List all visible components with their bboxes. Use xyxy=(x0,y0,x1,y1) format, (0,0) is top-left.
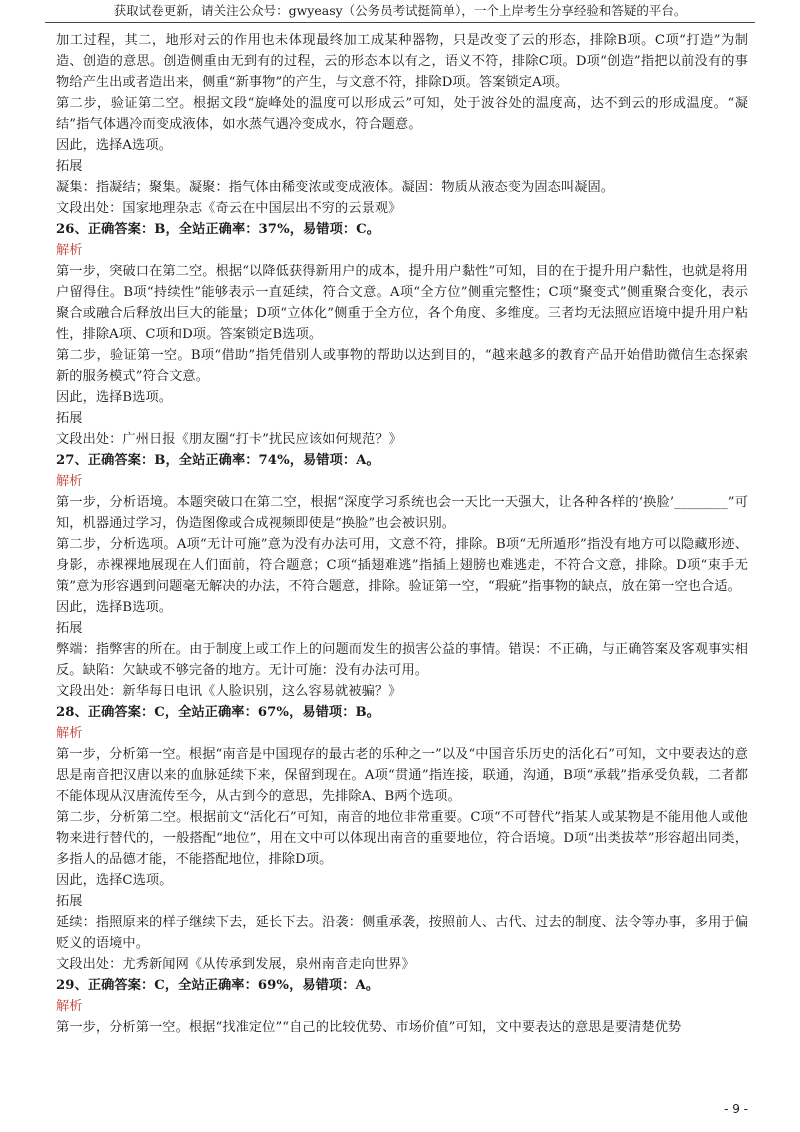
header-divider xyxy=(45,22,755,23)
paragraph: 第二步，验证第一空。B项“借助”指凭借别人或事物的帮助以达到目的，“越来越多的教育产品开始借助微信生态探索新的服务模式”符合文意。 xyxy=(56,348,748,384)
paragraph: 因此，选择B选项。 xyxy=(56,600,173,615)
analysis-label: 解析 xyxy=(56,243,83,258)
paragraph: 加工过程，其二，地形对云的作用也未体现最终加工成某种器物，只是改变了云的形态，排除B项。C项“打造”为制造、创造的意思。创造侧重由无到有的过程，云的形态本以有之，语义不符，排除C项。D项“创造”指把以前没有的事物给产生出或者造出来，侧重“新事物”的产生，与文意不符，排除D项。答案锁定A项。 xyxy=(56,33,748,90)
analysis-label: 解析 xyxy=(56,474,83,489)
paragraph: 凝集：指凝结；聚集。凝聚：指气体由稀变浓或变成液体。凝固：物质从液态变为固态叫凝固。 xyxy=(56,180,615,195)
paragraph: 第二步，验证第二空。根据文段“旋峰处的温度可以形成云”可知，处于波谷处的温度高，达不到云的形成温度。“凝结”指气体遇冷而变成液体，如水蒸气遇冷变成水，符合题意。 xyxy=(56,96,748,132)
question-answer-heading: 29、正确答案：C，全站正确率：69%，易错项：A。 xyxy=(56,978,380,993)
extension-label: 拓展 xyxy=(56,411,83,426)
paragraph: 第一步，分析语境。本题突破口在第二空，根据“深度学习系统也会一天比一天强大，让各种各样的‘换脸’________”可知，机器通过学习，伪造图像或合成视频即使是“换脸”也会被识别。 xyxy=(56,495,748,531)
extension-label: 拓展 xyxy=(56,621,83,636)
paragraph: 文段出处：尤秀新闻网《从传承到发展，泉州南音走向世界》 xyxy=(56,957,415,972)
paragraph: 第一步，分析第一空。根据“南音是中国现存的最古老的乐种之一”以及“中国音乐历史的活化石”可知，文中要表达的意思是南音把汉唐以来的血脉延续下来，保留到现在。A项“贯通”指连接，联通，沟通，B项“承载”指承受负载，二者都不能体现从汉唐流传至今，从古到今的意思，先排除A、B两个选项。 xyxy=(56,747,748,804)
question-answer-heading: 27、正确答案：B，全站正确率：74%，易错项：A。 xyxy=(56,453,380,468)
paragraph: 弊端：指弊害的所在。由于制度上或工作上的问题而发生的损害公益的事情。错误：不正确，与正确答案及客观事实相反。缺陷：欠缺或不够完备的地方。无计可施：没有办法可用。 xyxy=(56,642,748,678)
paragraph: 因此，选择C选项。 xyxy=(56,873,173,888)
paragraph: 第二步，分析第二空。根据前文“活化石”可知，南音的地位非常重要。C项“不可替代”指某人或某物是不能用他人或他物来进行替代的，一般搭配“地位”，用在文中可以体现出南音的重要地位，符合语境。D项“出类拔萃”形容超出同类，多指人的品德才能，不能搭配地位，排除D项。 xyxy=(56,810,748,867)
paragraph: 因此，选择A选项。 xyxy=(56,138,172,153)
paragraph: 第一步，分析第一空。根据“找准定位”“自己的比较优势、市场价值”可知，文中要表达的意思是要清楚优势 xyxy=(56,1020,682,1035)
paragraph: 第二步，分析选项。A项“无计可施”意为没有办法可用，文意不符，排除。B项“无所遁形”指没有地方可以隐藏形迹、身影，赤裸裸地展现在人们面前，符合题意；C项“插翅难逃”指插上翅膀也难逃走，不符合文意，排除。D项“束手无策”意为形容遇到问题毫无解决的办法，不符合题意，排除。验证第一空，“瑕疵”指事物的缺点，放在第一空也合适。 xyxy=(56,537,748,594)
paragraph: 文段出处：广州日报《朋友圈“打卡”扰民应该如何规范？》 xyxy=(56,432,402,447)
page-number: - 9 - xyxy=(724,1102,748,1116)
paragraph: 文段出处：新华每日电讯《人脸识别，这么容易就被骗？》 xyxy=(56,684,402,699)
question-answer-heading: 28、正确答案：C，全站正确率：67%，易错项：B。 xyxy=(56,705,381,720)
paragraph: 延续：指照原来的样子继续下去，延长下去。沿袭：侧重承袭，按照前人、古代、过去的制度、法令等办事，多用于偏贬义的语境中。 xyxy=(56,915,748,951)
analysis-label: 解析 xyxy=(56,726,83,741)
page-header: 获取试卷更新，请关注公众号：gwyeasy（公务员考试挺简单），一个上岸考生分享经验和答疑的平台。 xyxy=(113,3,687,18)
analysis-label: 解析 xyxy=(56,999,83,1014)
question-answer-heading: 26、正确答案：B，全站正确率：37%，易错项：C。 xyxy=(56,222,381,237)
paragraph: 因此，选择B选项。 xyxy=(56,390,173,405)
extension-label: 拓展 xyxy=(56,894,83,909)
extension-label: 拓展 xyxy=(56,159,83,174)
paragraph: 第一步，突破口在第二空。根据“以降低获得新用户的成本，提升用户黏性”可知，目的在于提升用户黏性，也就是将用户留得住。B项“持续性”能够表示一直延续，符合文意。A项“全方位”侧重完整性；C项“聚变式”侧重聚合变化，表示聚合或融合后释放出巨大的能量；D项“立体化”侧重于全方位，各个角度、多维度。三者均无法照应语境中提升用户粘性，排除A项、C项和D项。答案锁定B选项。 xyxy=(56,264,748,342)
document-body xyxy=(56,30,748,1038)
paragraph: 文段出处：国家地理杂志《奇云在中国层出不穷的云景观》 xyxy=(56,201,402,216)
